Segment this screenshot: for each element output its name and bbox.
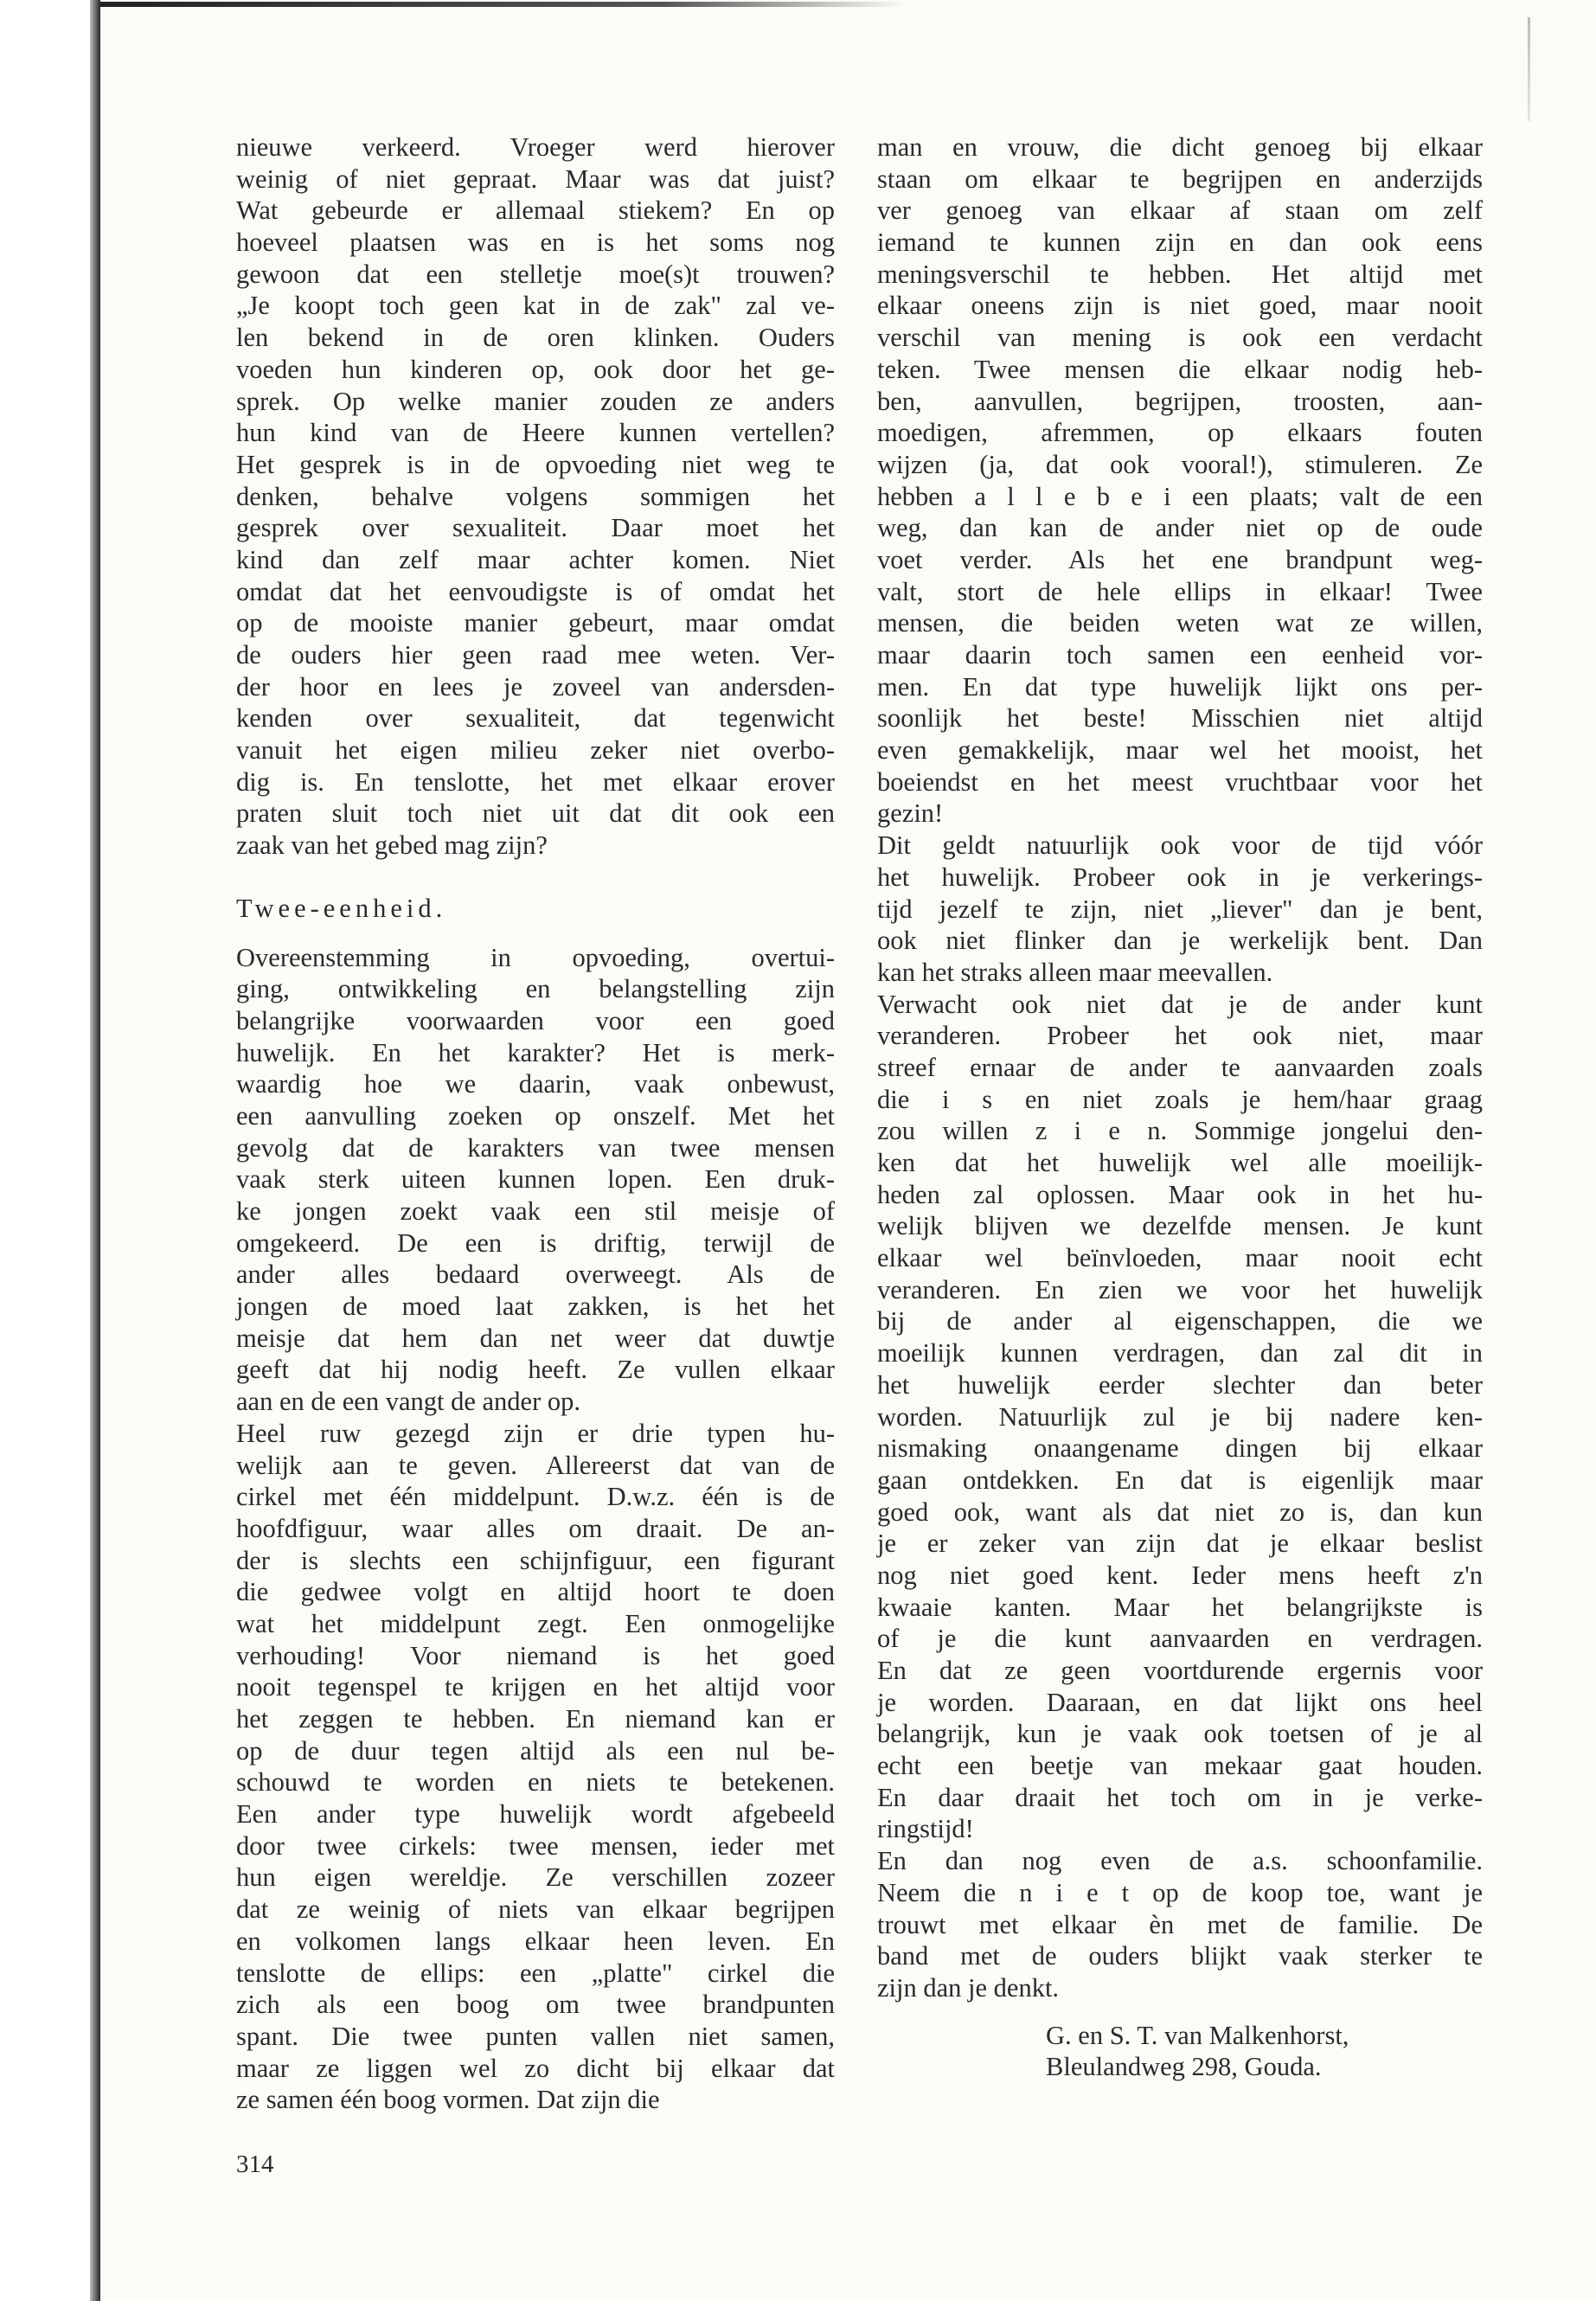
text-line: voeden hun kinderen op, ook door het ge-: [236, 354, 835, 384]
text-line: Bleulandweg 298, Gouda.: [1046, 2052, 1322, 2082]
text-line: Een ander type huwelijk wordt afgebeeld: [236, 1799, 835, 1830]
text-line: meningsverschil te hebben. Het altijd met: [877, 259, 1483, 289]
text-line: gewoon dat een stelletje moe(s)t trouwen?: [236, 259, 835, 289]
text-line: nooit tegenspel te krijgen en het altijd voor: [236, 1672, 835, 1702]
page-number: 314: [236, 2150, 274, 2178]
text-line: dat ze weinig of niets van elkaar begrijpen: [236, 1894, 835, 1925]
text-line: vaak sterk uiteen kunnen lopen. Een druk-: [236, 1164, 835, 1195]
text-line: „Je koopt toch geen kat in de zak" zal ve-: [236, 291, 835, 321]
text-line: meisje dat hem dan net weer dat duwtje: [236, 1323, 835, 1353]
text-line: gesprek over sexualiteit. Daar moet het: [236, 513, 835, 543]
text-line: Overeenstemming in opvoeding, overtui-: [236, 942, 835, 972]
text-line: je worden. Daaraan, en dat lijkt ons heel: [877, 1687, 1483, 1717]
text-line: belangrijk, kun je vaak ook toetsen of je al: [877, 1719, 1483, 1749]
text-line: echt een beetje van mekaar gaat houden.: [877, 1751, 1483, 1781]
text-line: een aanvulling zoeken op onszelf. Met het: [236, 1100, 835, 1131]
text-line: ver genoeg van elkaar af staan om zelf: [877, 195, 1483, 226]
text-line: wijzen (ja, dat ook vooral!), stimuleren. Ze: [877, 449, 1483, 479]
text-line: hun kind van de Heere kunnen vertellen?: [236, 418, 835, 448]
text-line: ringstijd!: [877, 1814, 974, 1844]
text-line: dig is. En tenslotte, het met elkaar erover: [236, 766, 835, 797]
text-line: wat het middelpunt zegt. Een onmogelijke: [236, 1608, 835, 1638]
text-line: Dit geldt natuurlijk ook voor de tijd vóór: [877, 830, 1483, 861]
text-line: Verwacht ook niet dat je de ander kunt: [877, 989, 1483, 1019]
text-line: Neem die n i e t op de koop toe, want je: [877, 1877, 1483, 1907]
text-line: gevolg dat de karakters van twee mensen: [236, 1132, 835, 1163]
right-column: [877, 131, 1483, 2083]
text-line: weg, dan kan de ander niet op de oude: [877, 513, 1483, 543]
text-line: band met de ouders blijkt vaak sterker te: [877, 1941, 1483, 1971]
text-line: kwaaie kanten. Maar het belangrijkste is: [877, 1592, 1483, 1622]
text-line: of je die kunt aanvaarden en verdragen.: [877, 1624, 1483, 1654]
text-line: op de duur tegen altijd als een nul be-: [236, 1735, 835, 1766]
text-line: cirkel met één middelpunt. D.w.z. één is de: [236, 1482, 835, 1512]
text-line: weinig of niet gepraat. Maar was dat juist?: [236, 163, 835, 194]
text-line: hun eigen wereldje. Ze verschillen zozeer: [236, 1862, 835, 1893]
text-line: kenden over sexualiteit, dat tegenwicht: [236, 703, 835, 734]
left-column: [236, 131, 835, 2116]
paragraph: [877, 989, 1483, 1846]
text-line: len bekend in de oren klinken. Ouders: [236, 323, 835, 353]
text-line: omgekeerd. De een is driftig, terwijl de: [236, 1227, 835, 1258]
text-line: omdat dat het eenvoudigste is of omdat het: [236, 576, 835, 606]
text-line: welijk aan te geven. Allereerst dat van de: [236, 1450, 835, 1480]
text-line: heden zal oplossen. Maar ook in het hu-: [877, 1179, 1483, 1209]
text-line: En dan nog even de a.s. schoonfamilie.: [877, 1846, 1483, 1876]
text-line: praten sluit toch niet uit dat dit ook een: [236, 798, 835, 829]
text-line: iemand te kunnen zijn en dan ook eens: [877, 228, 1483, 258]
text-line: sprek. Op welke manier zouden ze anders: [236, 386, 835, 416]
text-line: het huwelijk eerder slechter dan beter: [877, 1369, 1483, 1400]
text-line: voet verder. Als het ene brandpunt weg-: [877, 544, 1483, 574]
text-line: de ouders hier geen raad mee weten. Ver-: [236, 640, 835, 670]
text-line: waardig hoe we daarin, vaak onbewust,: [236, 1069, 835, 1099]
text-line: veranderen. En zien we voor het huwelijk: [877, 1274, 1483, 1304]
text-line: trouwt met elkaar èn met de familie. De: [877, 1909, 1483, 1939]
text-line: En dat ze geen voortdurende ergernis voor: [877, 1656, 1483, 1685]
text-line: gezin!: [877, 798, 944, 829]
text-line: ook niet flinker dan je werkelijk bent. Dan: [877, 926, 1483, 956]
text-line: maar ze liggen wel zo dicht bij elkaar dat: [236, 2053, 835, 2083]
text-line: goed ook, want als dat niet zo is, dan kun: [877, 1497, 1483, 1527]
text-line: valt, stort de hele ellips in elkaar! Twee: [877, 576, 1483, 606]
text-line: ander alles bedaard overweegt. Als de: [236, 1259, 835, 1290]
text-line: op de mooiste manier gebeurt, maar omdat: [236, 608, 835, 638]
text-line: geeft dat hij nodig heeft. Ze vullen elkaar: [236, 1355, 835, 1385]
text-line: door twee cirkels: twee mensen, ieder met: [236, 1830, 835, 1861]
paragraph: [236, 942, 835, 1418]
text-line: elkaar wel beïnvloeden, maar nooit echt: [877, 1243, 1483, 1273]
text-line: hoeveel plaatsen was en is het soms nog: [236, 228, 835, 258]
text-line: Wat gebeurde er allemaal stiekem? En op: [236, 195, 835, 226]
text-line: tijd jezelf te zijn, niet „liever" dan je bent,: [877, 894, 1483, 924]
text-line: die i s en niet zoals je hem/haar graag: [877, 1084, 1483, 1114]
scan-edge: [0, 0, 100, 2301]
text-line: der is slechts een schijnfiguur, een figurant: [236, 1545, 835, 1575]
text-line: Heel ruw gezegd zijn er drie typen hu-: [236, 1418, 835, 1448]
text-line: ben, aanvullen, begrijpen, troosten, aan-: [877, 386, 1483, 416]
text-line: tenslotte de ellips: een „platte" cirkel die: [236, 1958, 835, 1988]
text-line: je er zeker van zijn dat je elkaar beslist: [877, 1529, 1483, 1559]
signature: [877, 2020, 1483, 2083]
text-line: veranderen. Probeer het ook niet, maar: [877, 1021, 1483, 1051]
text-line: men. En dat type huwelijk lijkt ons per-: [877, 671, 1483, 702]
top-rule: [100, 2, 905, 7]
text-line: En daar draait het toch om in je verke-: [877, 1782, 1483, 1812]
text-line: verhouding! Voor niemand is het goed: [236, 1640, 835, 1670]
text-line: vanuit het eigen milieu zeker niet overbo-: [236, 735, 835, 766]
text-line: mensen, die beiden weten wat ze willen,: [877, 608, 1483, 638]
text-line: nieuwe verkeerd. Vroeger werd hierover: [236, 132, 835, 162]
paragraph: [877, 1845, 1483, 2003]
text-line: kind dan zelf maar achter komen. Niet: [236, 544, 835, 574]
text-line: G. en S. T. van Malkenhorst,: [1046, 2020, 1349, 2050]
paragraph: [877, 131, 1483, 830]
text-line: ging, ontwikkeling en belangstelling zijn: [236, 974, 835, 1004]
paragraph: [877, 830, 1483, 988]
text-line: ken dat het huwelijk wel alle moeilijk-: [877, 1148, 1483, 1177]
text-line: soonlijk het beste! Misschien niet altijd: [877, 703, 1483, 734]
text-line: belangrijke voorwaarden voor een goed: [236, 1005, 835, 1035]
text-line: kan het straks alleen maar meevallen.: [877, 957, 1273, 987]
text-line: ke jongen zoekt vaak een stil meisje of: [236, 1196, 835, 1226]
text-line: elkaar oneens zijn is niet goed, maar nooit: [877, 291, 1483, 321]
section-heading: Twee-eenheid.: [236, 893, 447, 923]
text-line: zou willen z i e n. Sommige jongelui den-: [877, 1116, 1483, 1146]
text-line: moeilijk kunnen verdragen, dan zal dit in: [877, 1338, 1483, 1368]
text-line: zich als een boog om twee brandpunten: [236, 1990, 835, 2020]
text-line: aan en de een vangt de ander op.: [236, 1387, 581, 1417]
text-line: worden. Natuurlijk zul je bij nadere ken-: [877, 1401, 1483, 1432]
text-line: nog niet goed kent. Ieder mens heeft z'n: [877, 1560, 1483, 1590]
text-line: maar daarin toch samen een eenheid vor-: [877, 640, 1483, 670]
text-line: verschil van mening is ook een verdacht: [877, 323, 1483, 353]
text-line: denken, behalve volgens sommigen het: [236, 481, 835, 511]
text-line: het zeggen te hebben. En niemand kan er: [236, 1704, 835, 1734]
text-line: zijn dan je denkt.: [877, 1972, 1060, 2003]
text-line: spant. Die twee punten vallen niet samen,: [236, 2021, 835, 2051]
text-line: boeiendst en het meest vruchtbaar voor het: [877, 766, 1483, 797]
text-line: bij de ander al eigenschappen, die we: [877, 1306, 1483, 1336]
text-line: Het gesprek is in de opvoeding niet weg te: [236, 449, 835, 479]
text-line: hebben a l l e b e i een plaats; valt de een: [877, 481, 1483, 511]
text-line: en volkomen langs elkaar heen leven. En: [236, 1926, 835, 1956]
text-line: welijk blijven we dezelfde mensen. Je kunt: [877, 1211, 1483, 1241]
text-line: jongen de moed laat zakken, is het het: [236, 1292, 835, 1322]
text-line: schouwd te worden en niets te betekenen.: [236, 1767, 835, 1798]
text-line: nismaking onaangename dingen bij elkaar: [877, 1433, 1483, 1464]
paragraph: [236, 131, 835, 862]
text-line: die gedwee volgt en altijd hoort te doen: [236, 1577, 835, 1607]
text-line: even gemakkelijk, maar wel het mooist, het: [877, 735, 1483, 766]
text-line: hoofdfiguur, waar alles om draait. De an-: [236, 1513, 835, 1543]
text-line: man en vrouw, die dicht genoeg bij elkaar: [877, 132, 1483, 162]
scan-mark: [1528, 17, 1530, 121]
text-line: der hoor en lees je zoveel van andersden-: [236, 671, 835, 702]
text-line: ze samen één boog vormen. Dat zijn die: [236, 2085, 660, 2115]
paragraph: [236, 1418, 835, 2116]
text-line: teken. Twee mensen die elkaar nodig heb-: [877, 354, 1483, 384]
text-line: moedigen, afremmen, op elkaars fouten: [877, 418, 1483, 448]
text-line: gaan ontdekken. En dat is eigenlijk maar: [877, 1465, 1483, 1495]
text-line: zaak van het gebed mag zijn?: [236, 830, 548, 861]
text-line: het huwelijk. Probeer ook in je verkerings-: [877, 862, 1483, 892]
text-line: huwelijk. En het karakter? Het is merk-: [236, 1037, 835, 1067]
text-line: streef ernaar de ander te aanvaarden zoals: [877, 1052, 1483, 1082]
text-line: staan om elkaar te begrijpen en anderzijds: [877, 163, 1483, 194]
